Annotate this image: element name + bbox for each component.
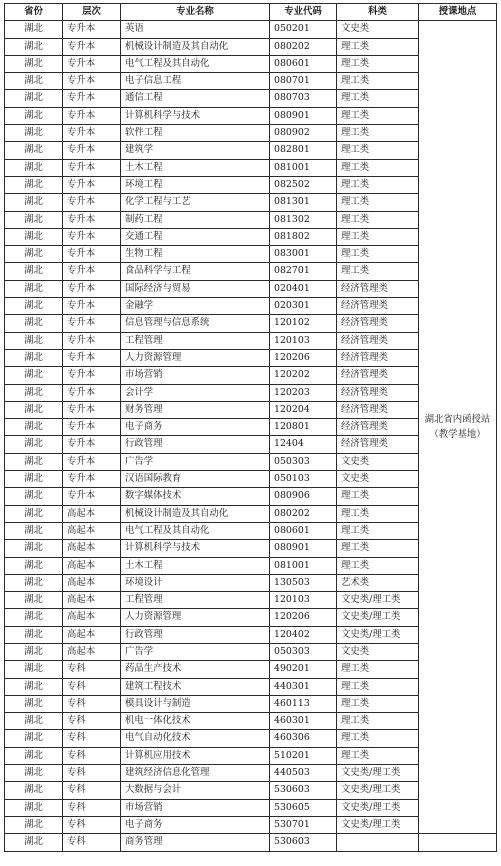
cell-major-code: 460301	[270, 713, 337, 730]
cell-level: 专升本	[63, 280, 121, 297]
cell-province: 湖北	[5, 246, 63, 263]
cell-major-name: 人力资源管理	[121, 609, 270, 626]
cell-major-name: 电子信息工程	[121, 73, 270, 90]
cell-major-code: 080703	[270, 90, 337, 107]
cell-province: 湖北	[5, 349, 63, 366]
cell-category: 理工类	[337, 263, 419, 280]
cell-province: 湖北	[5, 747, 63, 764]
cell-province: 湖北	[5, 816, 63, 833]
cell-province: 湖北	[5, 782, 63, 799]
cell-level: 专升本	[63, 142, 121, 159]
cell-major-name: 建筑工程技术	[121, 678, 270, 695]
cell-category: 理工类	[337, 194, 419, 211]
cell-level: 专科	[63, 695, 121, 712]
cell-province: 湖北	[5, 38, 63, 55]
cell-category: 理工类	[337, 159, 419, 176]
cell-category: 理工类	[337, 747, 419, 764]
cell-major-name: 会计学	[121, 384, 270, 401]
cell-category: 理工类	[337, 90, 419, 107]
cell-category: 文史类/理工类	[337, 782, 419, 799]
cell-major-name: 汉语国际教育	[121, 471, 270, 488]
cell-category: 理工类	[337, 211, 419, 228]
cell-category: 文史类	[337, 21, 419, 38]
cell-major-code: 082801	[270, 142, 337, 159]
cell-level: 高起本	[63, 505, 121, 522]
cell-level: 专升本	[63, 38, 121, 55]
cell-major-name: 环境工程	[121, 176, 270, 193]
cell-major-name: 工程管理	[121, 332, 270, 349]
cell-major-name: 电子商务	[121, 816, 270, 833]
cell-major-code: 530603	[270, 834, 337, 851]
cell-province: 湖北	[5, 765, 63, 782]
cell-category: 理工类	[337, 73, 419, 90]
cell-major-code: 120103	[270, 332, 337, 349]
cell-category: 理工类	[337, 713, 419, 730]
cell-major-code: 020301	[270, 298, 337, 315]
cell-province: 湖北	[5, 401, 63, 418]
cell-category: 理工类	[337, 557, 419, 574]
cell-major-name: 食品科学与工程	[121, 263, 270, 280]
cell-province: 湖北	[5, 713, 63, 730]
cell-province: 湖北	[5, 107, 63, 124]
cell-category: 理工类	[337, 125, 419, 142]
cell-level: 专科	[63, 782, 121, 799]
cell-major-code: 081001	[270, 159, 337, 176]
header-level: 层次	[63, 4, 121, 21]
cell-category: 经济管理类	[337, 332, 419, 349]
cell-category: 理工类	[337, 730, 419, 747]
cell-level: 专科	[63, 799, 121, 816]
cell-category: 文史类/理工类	[337, 816, 419, 833]
cell-major-code: 080601	[270, 522, 337, 539]
cell-province: 湖北	[5, 280, 63, 297]
cell-major-name: 计算机科学与技术	[121, 107, 270, 124]
cell-level: 专升本	[63, 159, 121, 176]
cell-major-name: 机电一体化技术	[121, 713, 270, 730]
cell-major-name: 广告学	[121, 453, 270, 470]
cell-major-name: 市场营销	[121, 367, 270, 384]
cell-level: 专升本	[63, 176, 121, 193]
cell-major-name: 建筑学	[121, 142, 270, 159]
cell-province: 湖北	[5, 55, 63, 72]
cell-province: 湖北	[5, 142, 63, 159]
cell-location-empty	[419, 834, 497, 851]
cell-major-name: 计算机科学与技术	[121, 540, 270, 557]
cell-province: 湖北	[5, 488, 63, 505]
cell-major-name: 药品生产技术	[121, 661, 270, 678]
cell-province: 湖北	[5, 315, 63, 332]
cell-major-name: 大数据与会计	[121, 782, 270, 799]
cell-major-name: 国际经济与贸易	[121, 280, 270, 297]
cell-category: 文史类/理工类	[337, 626, 419, 643]
cell-level: 专升本	[63, 436, 121, 453]
cell-category: 经济管理类	[337, 436, 419, 453]
cell-major-code: 440503	[270, 765, 337, 782]
cell-major-code: 440301	[270, 678, 337, 695]
cell-level: 高起本	[63, 557, 121, 574]
cell-level: 专升本	[63, 471, 121, 488]
cell-province: 湖北	[5, 73, 63, 90]
cell-level: 专科	[63, 834, 121, 851]
cell-major-code: 120202	[270, 367, 337, 384]
cell-category: 经济管理类	[337, 401, 419, 418]
cell-major-name: 财务管理	[121, 401, 270, 418]
cell-category: 理工类	[337, 540, 419, 557]
cell-major-code: 080901	[270, 107, 337, 124]
cell-major-code: 082701	[270, 263, 337, 280]
cell-major-name: 行政管理	[121, 436, 270, 453]
cell-major-name: 化学工程与工艺	[121, 194, 270, 211]
cell-province: 湖北	[5, 176, 63, 193]
cell-major-code: 120203	[270, 384, 337, 401]
cell-category: 理工类	[337, 488, 419, 505]
header-location: 授课地点	[419, 4, 497, 21]
cell-level: 高起本	[63, 574, 121, 591]
cell-category: 经济管理类	[337, 298, 419, 315]
cell-province: 湖北	[5, 626, 63, 643]
cell-category: 经济管理类	[337, 419, 419, 436]
header-province: 省份	[5, 4, 63, 21]
cell-major-name: 计算机应用技术	[121, 747, 270, 764]
cell-category: 经济管理类	[337, 315, 419, 332]
cell-category: 理工类	[337, 142, 419, 159]
majors-table	[4, 3, 497, 852]
cell-major-code: 081802	[270, 228, 337, 245]
cell-major-name: 广告学	[121, 643, 270, 660]
cell-category: 理工类	[337, 176, 419, 193]
cell-province: 湖北	[5, 298, 63, 315]
cell-category: 文史类	[337, 471, 419, 488]
cell-category: 文史类/理工类	[337, 592, 419, 609]
cell-major-code: 050303	[270, 643, 337, 660]
cell-category: 理工类	[337, 678, 419, 695]
cell-category: 文史类	[337, 453, 419, 470]
cell-category: 文史类/理工类	[337, 799, 419, 816]
cell-province: 湖北	[5, 436, 63, 453]
cell-level: 高起本	[63, 626, 121, 643]
cell-province: 湖北	[5, 471, 63, 488]
cell-level: 专升本	[63, 125, 121, 142]
cell-level: 专科	[63, 747, 121, 764]
cell-level: 高起本	[63, 643, 121, 660]
cell-level: 专升本	[63, 401, 121, 418]
cell-province: 湖北	[5, 557, 63, 574]
cell-major-name: 制药工程	[121, 211, 270, 228]
cell-province: 湖北	[5, 90, 63, 107]
cell-level: 专升本	[63, 73, 121, 90]
cell-level: 高起本	[63, 609, 121, 626]
cell-category: 艺术类	[337, 574, 419, 591]
cell-category: 理工类	[337, 228, 419, 245]
cell-province: 湖北	[5, 263, 63, 280]
cell-major-name: 环境设计	[121, 574, 270, 591]
cell-category: 经济管理类	[337, 280, 419, 297]
cell-province: 湖北	[5, 505, 63, 522]
table-row	[5, 834, 497, 851]
table-row	[5, 21, 497, 38]
cell-major-name: 机械设计制造及其自动化	[121, 505, 270, 522]
cell-level: 专升本	[63, 107, 121, 124]
cell-major-name: 软件工程	[121, 125, 270, 142]
cell-category: 理工类	[337, 246, 419, 263]
cell-major-code: 050201	[270, 21, 337, 38]
cell-province: 湖北	[5, 574, 63, 591]
cell-major-name: 电气工程及其自动化	[121, 522, 270, 539]
cell-level: 高起本	[63, 592, 121, 609]
cell-level: 专升本	[63, 263, 121, 280]
header-row	[5, 4, 497, 21]
cell-major-name: 机械设计制造及其自动化	[121, 38, 270, 55]
cell-province: 湖北	[5, 159, 63, 176]
cell-major-name: 市场营销	[121, 799, 270, 816]
cell-province: 湖北	[5, 419, 63, 436]
cell-category: 文史类/理工类	[337, 609, 419, 626]
cell-level: 专科	[63, 765, 121, 782]
cell-province: 湖北	[5, 643, 63, 660]
cell-level: 专升本	[63, 55, 121, 72]
cell-major-code: 490201	[270, 661, 337, 678]
cell-level: 专升本	[63, 21, 121, 38]
cell-major-code: 082502	[270, 176, 337, 193]
cell-province: 湖北	[5, 211, 63, 228]
cell-major-code: 080901	[270, 540, 337, 557]
cell-major-code: 120103	[270, 592, 337, 609]
cell-province: 湖北	[5, 730, 63, 747]
cell-major-code: 530701	[270, 816, 337, 833]
cell-level: 专升本	[63, 419, 121, 436]
cell-level: 专升本	[63, 332, 121, 349]
cell-major-code: 530605	[270, 799, 337, 816]
cell-province: 湖北	[5, 609, 63, 626]
cell-province: 湖北	[5, 678, 63, 695]
cell-province: 湖北	[5, 834, 63, 851]
header-category: 科类	[337, 4, 419, 21]
cell-major-name: 人力资源管理	[121, 349, 270, 366]
cell-category: 理工类	[337, 695, 419, 712]
cell-level: 专升本	[63, 194, 121, 211]
cell-major-name: 电气自动化技术	[121, 730, 270, 747]
cell-province: 湖北	[5, 21, 63, 38]
cell-province: 湖北	[5, 540, 63, 557]
cell-province: 湖北	[5, 228, 63, 245]
cell-category: 理工类	[337, 107, 419, 124]
cell-major-code: 130503	[270, 574, 337, 591]
cell-major-name: 商务管理	[121, 834, 270, 851]
cell-major-code: 120402	[270, 626, 337, 643]
cell-level: 专升本	[63, 298, 121, 315]
cell-major-name: 信息管理与信息系统	[121, 315, 270, 332]
cell-major-name: 电子商务	[121, 419, 270, 436]
cell-category: 理工类	[337, 505, 419, 522]
cell-major-name: 电气工程及其自动化	[121, 55, 270, 72]
cell-level: 专科	[63, 816, 121, 833]
cell-category: 理工类	[337, 661, 419, 678]
cell-level: 高起本	[63, 540, 121, 557]
cell-level: 专升本	[63, 367, 121, 384]
cell-level: 专科	[63, 713, 121, 730]
cell-major-code: 120206	[270, 349, 337, 366]
cell-province: 湖北	[5, 695, 63, 712]
cell-category: 理工类	[337, 522, 419, 539]
cell-major-code: 080601	[270, 55, 337, 72]
cell-category: 经济管理类	[337, 367, 419, 384]
cell-major-name: 土木工程	[121, 159, 270, 176]
cell-major-name: 行政管理	[121, 626, 270, 643]
cell-province: 湖北	[5, 194, 63, 211]
cell-major-code: 050303	[270, 453, 337, 470]
cell-province: 湖北	[5, 125, 63, 142]
cell-province: 湖北	[5, 453, 63, 470]
cell-level: 专科	[63, 730, 121, 747]
cell-major-code: 510201	[270, 747, 337, 764]
cell-province: 湖北	[5, 661, 63, 678]
cell-category: 理工类	[337, 38, 419, 55]
cell-level: 专升本	[63, 488, 121, 505]
cell-major-name: 交通工程	[121, 228, 270, 245]
cell-level: 专科	[63, 678, 121, 695]
cell-province: 湖北	[5, 522, 63, 539]
cell-major-name: 金融学	[121, 298, 270, 315]
cell-major-code: 460113	[270, 695, 337, 712]
cell-major-code: 081301	[270, 194, 337, 211]
cell-major-code: 120102	[270, 315, 337, 332]
cell-level: 专升本	[63, 90, 121, 107]
cell-category: 文史类/理工类	[337, 765, 419, 782]
cell-major-code: 120206	[270, 609, 337, 626]
cell-province: 湖北	[5, 592, 63, 609]
cell-major-name: 建筑经济信息化管理	[121, 765, 270, 782]
cell-major-code: 12404	[270, 436, 337, 453]
cell-major-name: 工程管理	[121, 592, 270, 609]
cell-level: 专升本	[63, 315, 121, 332]
cell-major-code: 080202	[270, 505, 337, 522]
cell-province: 湖北	[5, 367, 63, 384]
cell-major-name: 生物工程	[121, 246, 270, 263]
header-major-code: 专业代码	[270, 4, 337, 21]
cell-level: 专升本	[63, 246, 121, 263]
cell-major-code: 080906	[270, 488, 337, 505]
cell-level: 专升本	[63, 211, 121, 228]
header-major-name: 专业名称	[121, 4, 270, 21]
cell-major-code: 050103	[270, 471, 337, 488]
cell-major-code: 460306	[270, 730, 337, 747]
cell-major-code: 080701	[270, 73, 337, 90]
table-body	[5, 21, 497, 851]
cell-province: 湖北	[5, 799, 63, 816]
cell-province: 湖北	[5, 384, 63, 401]
cell-category: 文史类	[337, 643, 419, 660]
cell-location: 湖北省内函授站（教学基地）	[419, 21, 497, 834]
cell-level: 高起本	[63, 522, 121, 539]
cell-level: 专科	[63, 661, 121, 678]
cell-level: 专升本	[63, 228, 121, 245]
cell-major-code: 120204	[270, 401, 337, 418]
cell-major-code: 530603	[270, 782, 337, 799]
cell-major-code: 081302	[270, 211, 337, 228]
cell-major-name: 数字媒体技术	[121, 488, 270, 505]
cell-major-code: 020401	[270, 280, 337, 297]
cell-major-name: 通信工程	[121, 90, 270, 107]
cell-major-code: 080202	[270, 38, 337, 55]
cell-level: 专升本	[63, 453, 121, 470]
cell-province: 湖北	[5, 332, 63, 349]
cell-level: 专升本	[63, 384, 121, 401]
cell-major-code: 083001	[270, 246, 337, 263]
cell-major-code: 120801	[270, 419, 337, 436]
cell-major-code: 080902	[270, 125, 337, 142]
cell-category: 经济管理类	[337, 349, 419, 366]
cell-major-name: 模具设计与制造	[121, 695, 270, 712]
cell-major-code: 081001	[270, 557, 337, 574]
cell-major-name: 英语	[121, 21, 270, 38]
cell-category	[337, 834, 419, 851]
cell-category: 理工类	[337, 55, 419, 72]
cell-category: 经济管理类	[337, 384, 419, 401]
cell-level: 专升本	[63, 349, 121, 366]
cell-major-name: 土木工程	[121, 557, 270, 574]
